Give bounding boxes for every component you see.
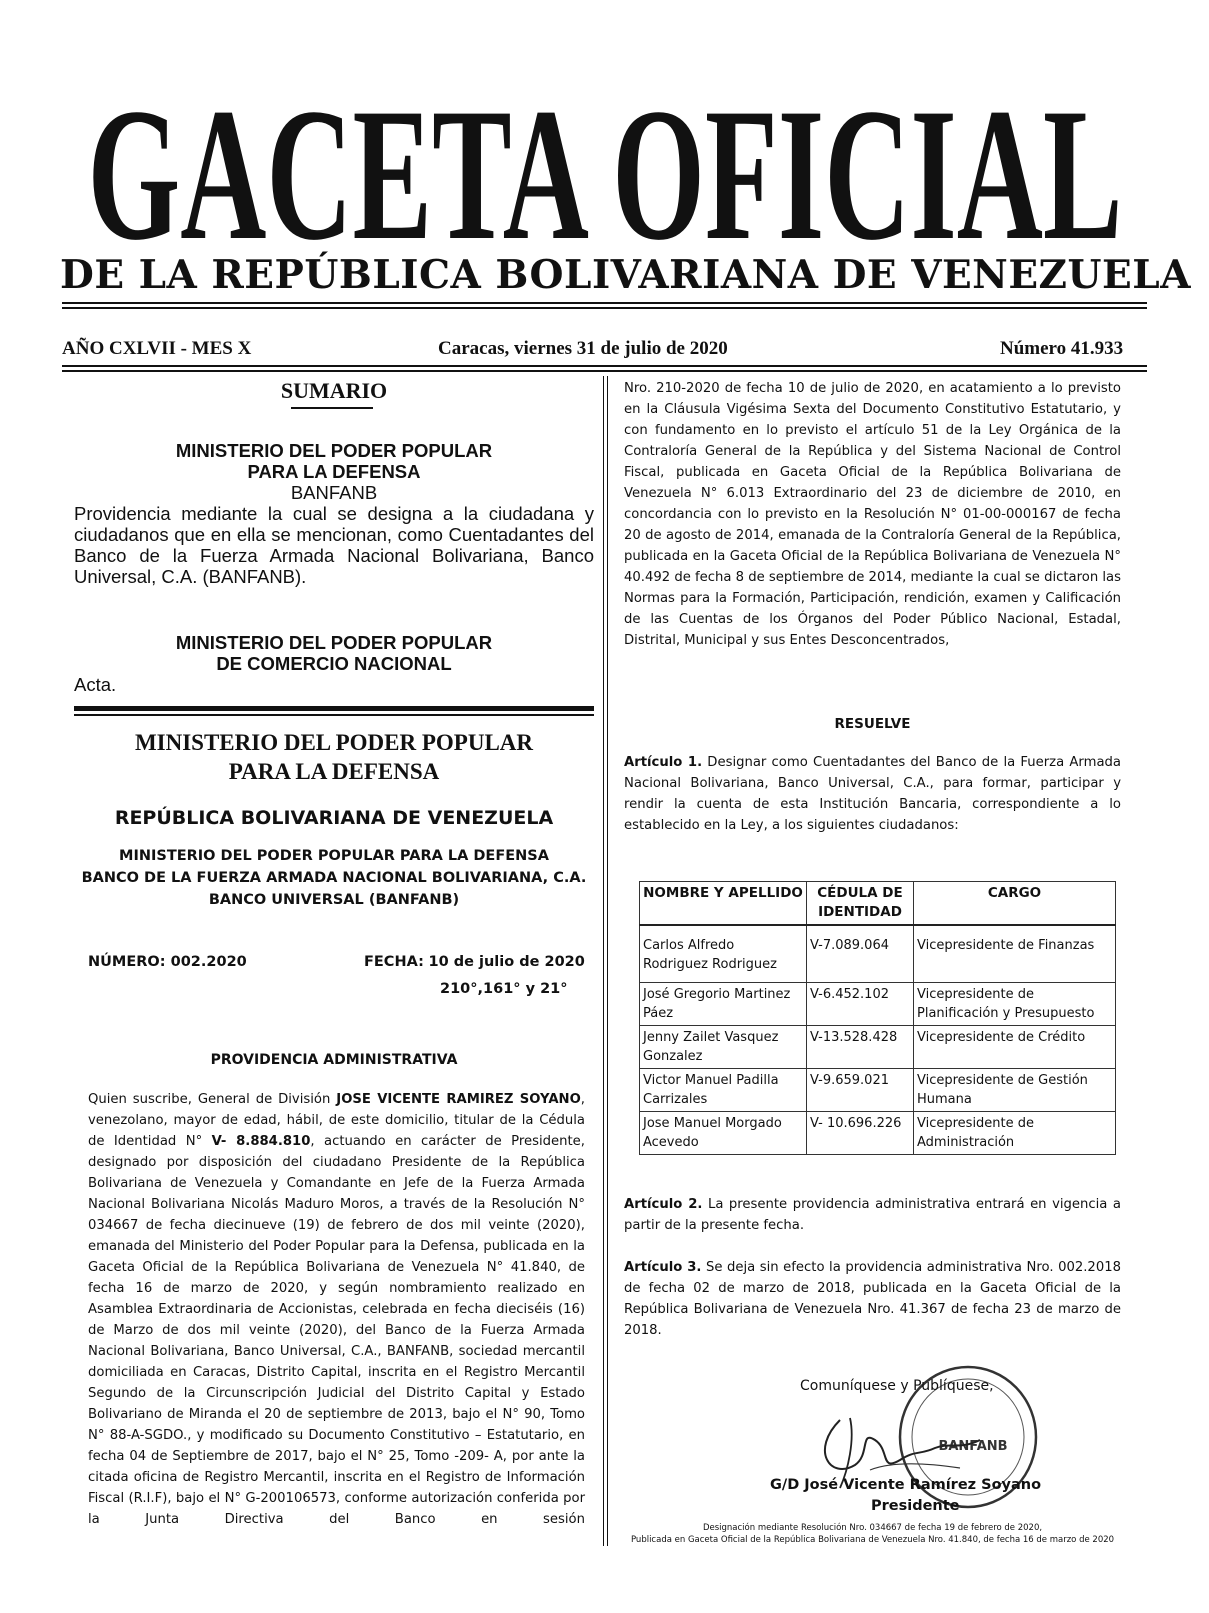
- table-cell-cargo: Vicepresidente de Crédito: [914, 1026, 1116, 1069]
- body-left-intro: Quien suscribe, General de División: [88, 1092, 337, 1107]
- table-row: [640, 983, 1116, 1026]
- table-cell-cargo: Vicepresidente de Planificación y Presupuesto: [914, 983, 1116, 1026]
- article-3-label: Artículo 3.: [624, 1260, 702, 1275]
- fecha-line: [364, 954, 585, 970]
- sumario-ministry-defensa: MINISTERIO DEL PODER POPULAR PARA LA DEFENSA: [175, 440, 493, 482]
- designation-line-2: Publicada en Gaceta Oficial de la República Bolivariana de Venezuela Nro. 41.840, de fecha 16 de marzo de 2020: [630, 1535, 1115, 1545]
- doc-type: PROVIDENCIA ADMINISTRATIVA: [210, 1052, 458, 1068]
- fecha-value: 10 de julio de 2020: [428, 954, 585, 970]
- article-2-text: La presente providencia administrativa entrará en vigencia a partir de la presente fecha.: [624, 1197, 1121, 1233]
- article-3-text: Se deja sin efecto la providencia administrativa Nro. 002.2018 de fecha 02 de marzo de 2018, publicada en la Gaceta Oficial de la República Bolivariana de Venezuela Nro. 41.367 de fecha 23 de marzo de 2018.: [624, 1260, 1121, 1338]
- closing-formula: Comuníquese y Publíquese,: [800, 1378, 994, 1394]
- sumario-item-acta: Acta.: [74, 674, 117, 695]
- header-rule-top: [62, 302, 1147, 304]
- masthead-title-text: GACETA OFICIAL: [87, 70, 1123, 280]
- table-header-cargo: CARGO: [914, 882, 1116, 926]
- header-rule-bottom: [62, 365, 1147, 367]
- table-cell-cargo: Vicepresidente de Administración: [914, 1112, 1116, 1155]
- designation-line-1: Designación mediante Resolución Nro. 034667 de fecha 19 de febrero de 2020,: [702, 1523, 1043, 1533]
- table-cell-cedula: V-6.452.102: [807, 983, 914, 1026]
- body-left-signer-name: JOSE VICENTE RAMIREZ SOYANO: [336, 1092, 581, 1107]
- masthead-subtitle: DE LA REPÚBLICA BOLIVARIANA DE VENEZUELA: [60, 252, 1191, 298]
- table-row: [640, 1026, 1116, 1069]
- table-cell-cedula: V-9.659.021: [807, 1069, 914, 1112]
- table-row: [640, 1112, 1116, 1155]
- designation-note: [624, 1522, 1121, 1546]
- signer-name: G/D José Vicente Ramírez Soyano: [770, 1477, 1042, 1493]
- org-line-3: BANCO UNIVERSAL (BANFANB): [208, 892, 460, 908]
- fecha-label: FECHA:: [364, 954, 424, 970]
- table-cell-cargo: Vicepresidente de Finanzas: [914, 925, 1116, 983]
- table-cell-nombre: Victor Manuel Padilla Carrizales: [640, 1069, 807, 1112]
- article-1: [624, 752, 1121, 836]
- table-cell-nombre: Jenny Zailet Vasquez Gonzalez: [640, 1026, 807, 1069]
- table-cell-nombre: Jose Manuel Morgado Acevedo: [640, 1112, 807, 1155]
- table-cell-cedula: V-7.089.064: [807, 925, 914, 983]
- years-line: 210°,161° y 21°: [440, 981, 568, 997]
- article-3: [624, 1257, 1121, 1341]
- table-cell-cargo: Vicepresidente de Gestión Humana: [914, 1069, 1116, 1112]
- sumario-rule-2: [74, 714, 594, 716]
- article-1-label: Artículo 1.: [624, 755, 703, 770]
- cuentadantes-table: [639, 881, 1116, 1155]
- table-cell-nombre: Carlos Alfredo Rodriguez Rodriguez: [640, 925, 807, 983]
- body-left-mid: , venezolano, mayor de edad, hábil, de este domicilio, titular de la Cédula de Identidad N°: [88, 1092, 585, 1149]
- sumario-rule-1: [74, 706, 594, 711]
- table-cell-nombre: José Gregorio Martinez Páez: [640, 983, 807, 1026]
- article-republic: REPÚBLICA BOLIVARIANA DE VENEZUELA: [114, 807, 554, 829]
- org-line-2: BANCO DE LA FUERZA ARMADA NACIONAL BOLIVARIANA, C.A.: [81, 870, 587, 886]
- article-1-text: Designar como Cuentadantes del Banco de la Fuerza Armada Nacional Bolivariana, Banco Universal, C.A., para formar, participar y rendir la cuenta de esta Institución Bancaria, correspondiente a lo establecido en la Ley, a los siguientes ciudadanos:: [624, 755, 1121, 833]
- table-cell-cedula: V- 10.696.226: [807, 1112, 914, 1155]
- sumario-title: SUMARIO: [280, 378, 388, 403]
- issue-number: Número 41.933: [1000, 338, 1124, 359]
- table-row: [640, 925, 1116, 983]
- sumario-entity: BANFANB: [290, 482, 378, 503]
- numero-line: [88, 954, 247, 970]
- article-2: [624, 1194, 1121, 1236]
- signer-title: Presidente: [871, 1498, 960, 1514]
- table-cell-cedula: V-13.528.428: [807, 1026, 914, 1069]
- header-rule-top-2: [62, 307, 1147, 309]
- table-header-cedula: CÉDULA DE IDENTIDAD: [807, 882, 914, 926]
- sumario-underline: [291, 407, 373, 409]
- stamp-text: BANFANB: [938, 1439, 1008, 1454]
- numero-label: NÚMERO:: [88, 954, 166, 970]
- article-ministry-heading: MINISTERIO DEL PODER POPULAR PARA LA DEFENSA: [134, 730, 534, 784]
- body-left-cedula: V- 8.884.810: [211, 1134, 311, 1149]
- numero-value: 002.2020: [170, 954, 247, 970]
- issue-year-month: AÑO CXLVII - MES X: [62, 338, 252, 359]
- article-2-label: Artículo 2.: [624, 1197, 703, 1212]
- sumario-item-providencia: Providencia mediante la cual se designa a la ciudadana y ciudadanos que en ella se mencionan, como Cuentadantes del Banco de la Fuerza Armada Nacional Bolivariana, Banco Universal, C.A. (BANFANB).: [74, 503, 594, 587]
- header-rule-bottom-2: [62, 370, 1147, 372]
- article-body-right: Nro. 210-2020 de fecha 10 de julio de 2020, en acatamiento a lo previsto en la Cláusula Vigésima Sexta del Documento Constitutivo Estatutario, y con fundamento en lo previsto el artículo 51 de la Ley Orgánica de la Contraloría General de la República y del Sistema Nacional de Control Fiscal, publicada en Gaceta Oficial de la República Bolivariana de Venezuela N° 6.013 Extraordinario del 23 de diciembre de 2010, en concordancia con lo previsto en la Resolución N° 01-00-000167 de fecha 20 de agosto de 2014, emanada de la Contraloría General de la República, publicada en la Gaceta Oficial de la República Bolivariana de Venezuela N° 40.492 de fecha 8 de septiembre de 2014, mediante la cual se dictaron las Normas para la Formación, Participación, rendición, examen y Calificación de las Cuentas de los Órganos del Poder Público Nacional, Estadal, Distrital, Municipal y sus Entes Desconcentrados,: [624, 381, 1121, 648]
- column-divider: [603, 376, 608, 1546]
- article-body-left: [88, 1089, 585, 1530]
- resuelve-heading: RESUELVE: [834, 716, 911, 732]
- sumario-ministry-comercio: MINISTERIO DEL PODER POPULAR DE COMERCIO NACIONAL: [175, 632, 493, 674]
- body-left-rest: , actuando en carácter de Presidente, designado por disposición del ciudadano Presidente de la República Bolivariana de Venezuela y Comandante en Jefe de la Fuerza Armada Nacional Bolivariana Nicolás Maduro Moros, a través de la Resolución N° 034667 de fecha diecinueve (19) de febrero de dos mil veinte (2020), emanada del Ministerio del Poder Popular para la Defensa, publicada en la Gaceta Oficial de la República Bolivariana de Venezuela N° 41.840, de fecha 16 de marzo de 2020, y según nombramiento realizado en Asamblea Extraordinaria de Accionistas, celebrada en fecha dieciséis (16) de Marzo de dos mil veinte (2020), del Banco de la Fuerza Armada Nacional Bolivariana, Banco Universal, C.A., BANFANB, sociedad mercantil domiciliada en Caracas, Distrito Capital, inscrita en el Registro Mercantil Segundo de la Circunscripción Judicial del Distrito Capital y Estado Bolivariano de Miranda el 20 de septiembre de 2013, bajo el N° 90, Tomo N° 88-A-SGDO., y modificado su Documento Constitutivo – Estatutario, en fecha 04 de Septiembre de 2017, bajo el N° 25, Tomo -209- A, por ante la citada oficina de Registro Mercantil, inscrita en el Registro de Información Fiscal (R.I.F), bajo el N° G-200106573, conforme autorización conferida por la Junta Directiva del Banco en sesión: [88, 1134, 585, 1527]
- table-header-nombre: NOMBRE Y APELLIDO: [640, 882, 807, 926]
- org-line-1: MINISTERIO DEL PODER POPULAR PARA LA DEFENSA: [119, 848, 549, 864]
- article-org-block: [74, 845, 594, 911]
- issue-date: Caracas, viernes 31 de julio de 2020: [438, 338, 728, 359]
- table-row: [640, 1069, 1116, 1112]
- table-header-row: [640, 882, 1116, 926]
